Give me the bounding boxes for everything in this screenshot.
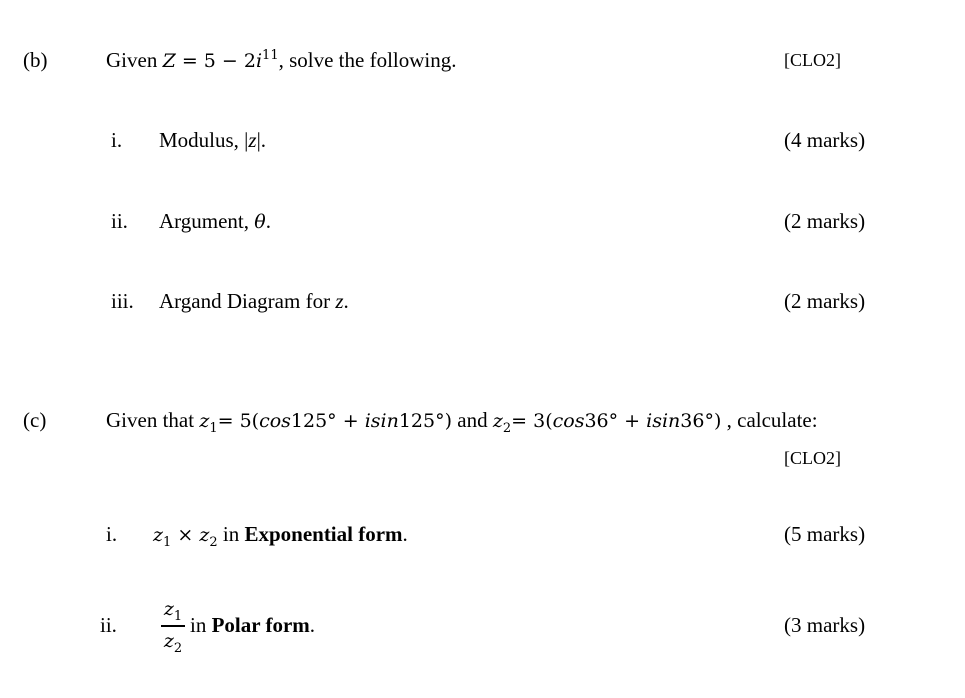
z-variable: z	[248, 128, 257, 152]
part-c-question	[106, 408, 818, 436]
item-b-ii-text	[159, 209, 271, 234]
calculate-text: , calculate:	[721, 408, 818, 432]
item-b-ii-label: Argument,	[159, 209, 255, 233]
item-c-i-marks: (5 marks)	[784, 522, 866, 546]
fraction-numerator: $z_1$	[163, 598, 183, 624]
item-b-ii-number: ii.	[111, 209, 128, 233]
fraction-bar	[161, 625, 185, 627]
item-b-i-text	[159, 128, 266, 153]
item-b-i-label: Modulus, |	[159, 128, 249, 152]
z1-variable: $z_1$	[199, 410, 218, 436]
z2-angle-1: 36° +	[584, 410, 647, 432]
and-text: and	[452, 408, 493, 432]
z-variable: Z	[162, 50, 176, 72]
multiply-operator: ×	[177, 524, 194, 546]
z-variable: z	[335, 289, 344, 313]
item-b-i-marks: (4 marks)	[784, 128, 866, 152]
item-c-ii-in: in	[190, 613, 212, 637]
item-c-ii-marks: (3 marks)	[784, 613, 866, 637]
z2-angle-2: 36°)	[680, 410, 722, 432]
z1-variable: $z_1$	[153, 524, 172, 550]
part-c-label: (c)	[23, 408, 47, 432]
part-c-intro: Given that	[106, 408, 200, 432]
item-c-i-number: i.	[106, 522, 118, 546]
item-b-ii-after: .	[265, 209, 271, 233]
item-b-iii-marks: (2 marks)	[784, 289, 866, 313]
equation-body: = 5 − 2	[175, 50, 256, 72]
item-c-i-after: .	[402, 522, 408, 546]
part-b-intro: Given	[106, 48, 163, 72]
item-b-iii-label: Argand Diagram for	[159, 289, 336, 313]
part-c-clo: [CLO2]	[784, 448, 841, 468]
item-b-i-number: i.	[111, 128, 123, 152]
z2-isin: isin	[646, 410, 681, 432]
part-b-clo: [CLO2]	[784, 50, 841, 70]
item-c-ii-after: .	[309, 613, 316, 637]
item-b-iii-after: .	[343, 289, 349, 313]
item-b-iii-number: iii.	[111, 289, 134, 313]
item-b-iii-text	[159, 289, 349, 314]
item-b-i-after: |.	[256, 128, 267, 152]
part-b-question	[106, 48, 457, 73]
item-c-ii-number: ii.	[100, 613, 117, 637]
z2-cos: cos	[552, 410, 585, 432]
exponent: 11	[262, 48, 279, 63]
part-b-intro-after: , solve the following.	[278, 48, 457, 72]
z2-variable: $z_2$	[492, 410, 512, 436]
z1-isin: isin	[364, 410, 399, 432]
z1-cos: cos	[259, 410, 291, 432]
fraction-z1-over-z2	[160, 598, 186, 654]
polar-form-label: Polar form	[211, 613, 310, 637]
fraction-denominator: $z_2$	[163, 630, 183, 656]
theta-variable: θ	[254, 211, 266, 233]
z2-variable: $z_2$	[199, 524, 218, 550]
imaginary-unit: i	[255, 50, 263, 72]
item-b-ii-marks: (2 marks)	[784, 209, 866, 233]
exponential-form-label: Exponential form	[244, 522, 403, 546]
part-b-label: (b)	[23, 48, 48, 72]
z1-angle-1: 125° +	[290, 410, 365, 432]
z2-equals: = 3(	[511, 410, 553, 432]
item-c-i-in: in	[222, 522, 245, 546]
item-c-ii-text	[190, 613, 315, 638]
z1-equals: = 5(	[217, 410, 260, 432]
z1-angle-2: 125°)	[398, 410, 453, 432]
item-c-i-text	[153, 522, 408, 550]
